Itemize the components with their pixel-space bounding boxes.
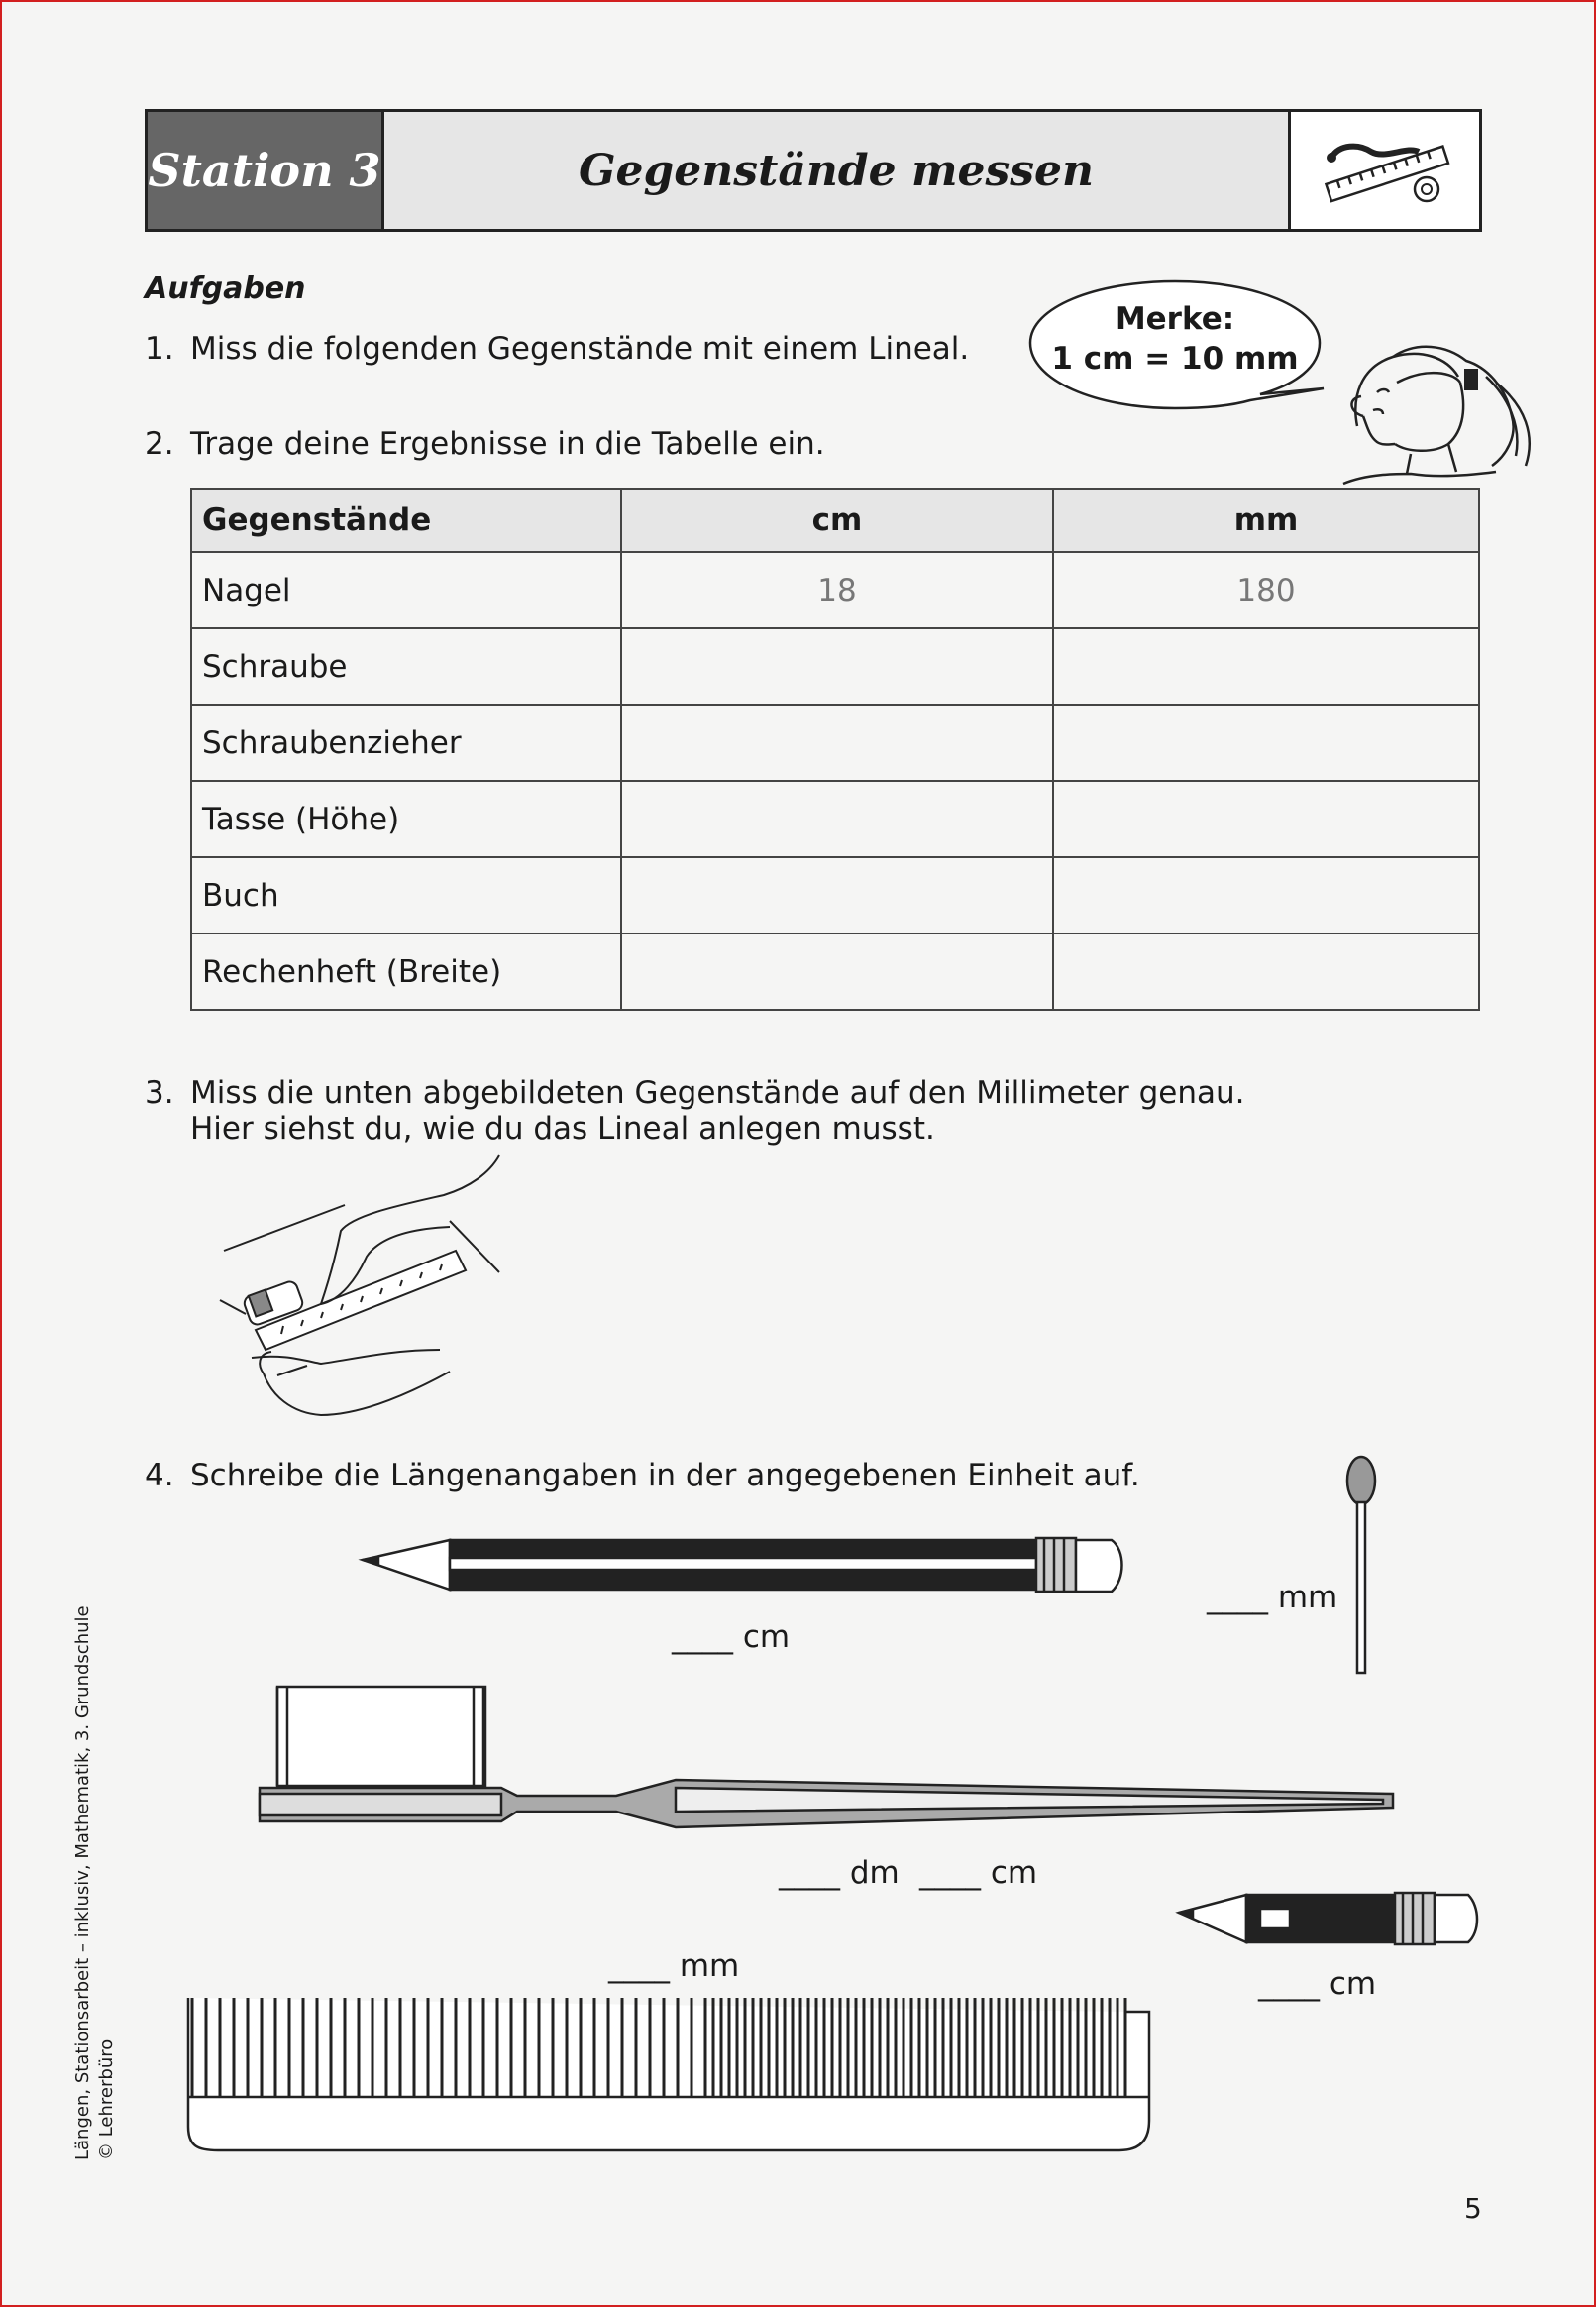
item-cell: Rechenheft (Breite) [191,934,621,1010]
table-header-row [191,489,1479,552]
short-pencil-illustration [1177,1891,1484,1948]
mm-cell[interactable] [1053,628,1479,705]
mm-cell[interactable] [1053,934,1479,1010]
task-2 [145,426,825,462]
toothbrush-cm-answer[interactable]: ____ cm [919,1855,1038,1891]
task-1 [145,331,969,367]
table-row [191,628,1479,705]
page-title: Gegenstände messen [384,112,1291,229]
cm-cell[interactable] [621,705,1053,781]
task-text: Trage deine Ergebnisse in die Tabelle ein. [190,426,825,462]
footer-line: Längen, Stationsarbeit – inklusiv, Mathematik, 3. Grundschule [72,1605,93,2160]
comb-illustration [178,1992,1153,2154]
merke-title: Merke: [1115,301,1235,337]
pencil-length-answer[interactable]: ____ cm [672,1619,791,1655]
match-length-answer[interactable]: ____ mm [1207,1580,1338,1615]
task-text-line: Hier siehst du, wie du das Lineal anlegen musst. [190,1111,935,1147]
cm-cell[interactable] [621,857,1053,934]
toothbrush-dm-answer[interactable]: ____ dm [779,1855,900,1891]
column-header: mm [1053,489,1479,552]
item-cell: Schraubenzieher [191,705,621,781]
task-text: Schreibe die Längenangaben in der angegebenen Einheit auf. [190,1458,1140,1493]
mm-cell[interactable] [1053,781,1479,857]
task-4 [145,1458,1140,1493]
task-number: 2. [145,426,174,462]
task-3 [145,1075,1244,1147]
mm-cell[interactable]: 180 [1053,552,1479,628]
cm-cell[interactable] [621,781,1053,857]
item-cell: Nagel [191,552,621,628]
girl-illustration [1337,327,1536,486]
column-header: Gegenstände [191,489,621,552]
mm-cell[interactable] [1053,705,1479,781]
footer-line: © Lehrerbüro [96,2038,117,2160]
match-illustration [1343,1455,1383,1675]
column-header: cm [621,489,1053,552]
comb-length-answer[interactable]: ____ mm [608,1948,740,1984]
item-cell: Buch [191,857,621,934]
results-table [190,488,1480,1011]
station-header [145,109,1482,232]
cm-cell[interactable]: 18 [621,552,1053,628]
item-cell: Schraube [191,628,621,705]
task-text: Miss die folgenden Gegenstände mit einem Lineal. [190,331,970,367]
cm-cell[interactable] [621,628,1053,705]
task-number: 4. [145,1458,174,1493]
tasks-heading: Aufgaben [145,272,306,306]
table-row [191,552,1479,628]
ruler-snail-icon [1291,112,1479,229]
table-row [191,934,1479,1010]
page-number: 5 [1464,2192,1482,2225]
item-cell: Tasse (Höhe) [191,781,621,857]
copyright-footer [71,1605,119,2160]
task-text-line: Miss die unten abgebildeten Gegenstände auf den Millimeter genau. [190,1075,1245,1111]
station-label: Station 3 [148,112,384,229]
task-number: 1. [145,331,174,367]
short-pencil-answer[interactable]: ____ cm [1258,1966,1377,2002]
ruler-measuring-illustration [212,1155,509,1423]
merke-note [1026,299,1324,379]
toothbrush-illustration [254,1685,1399,1829]
merke-formula: 1 cm = 10 mm [1051,341,1299,377]
task-text [190,1075,1244,1147]
table-row [191,705,1479,781]
table-row [191,857,1479,934]
task-number: 3. [145,1075,174,1111]
long-pencil-illustration [361,1536,1123,1597]
table-row [191,781,1479,857]
cm-cell[interactable] [621,934,1053,1010]
mm-cell[interactable] [1053,857,1479,934]
